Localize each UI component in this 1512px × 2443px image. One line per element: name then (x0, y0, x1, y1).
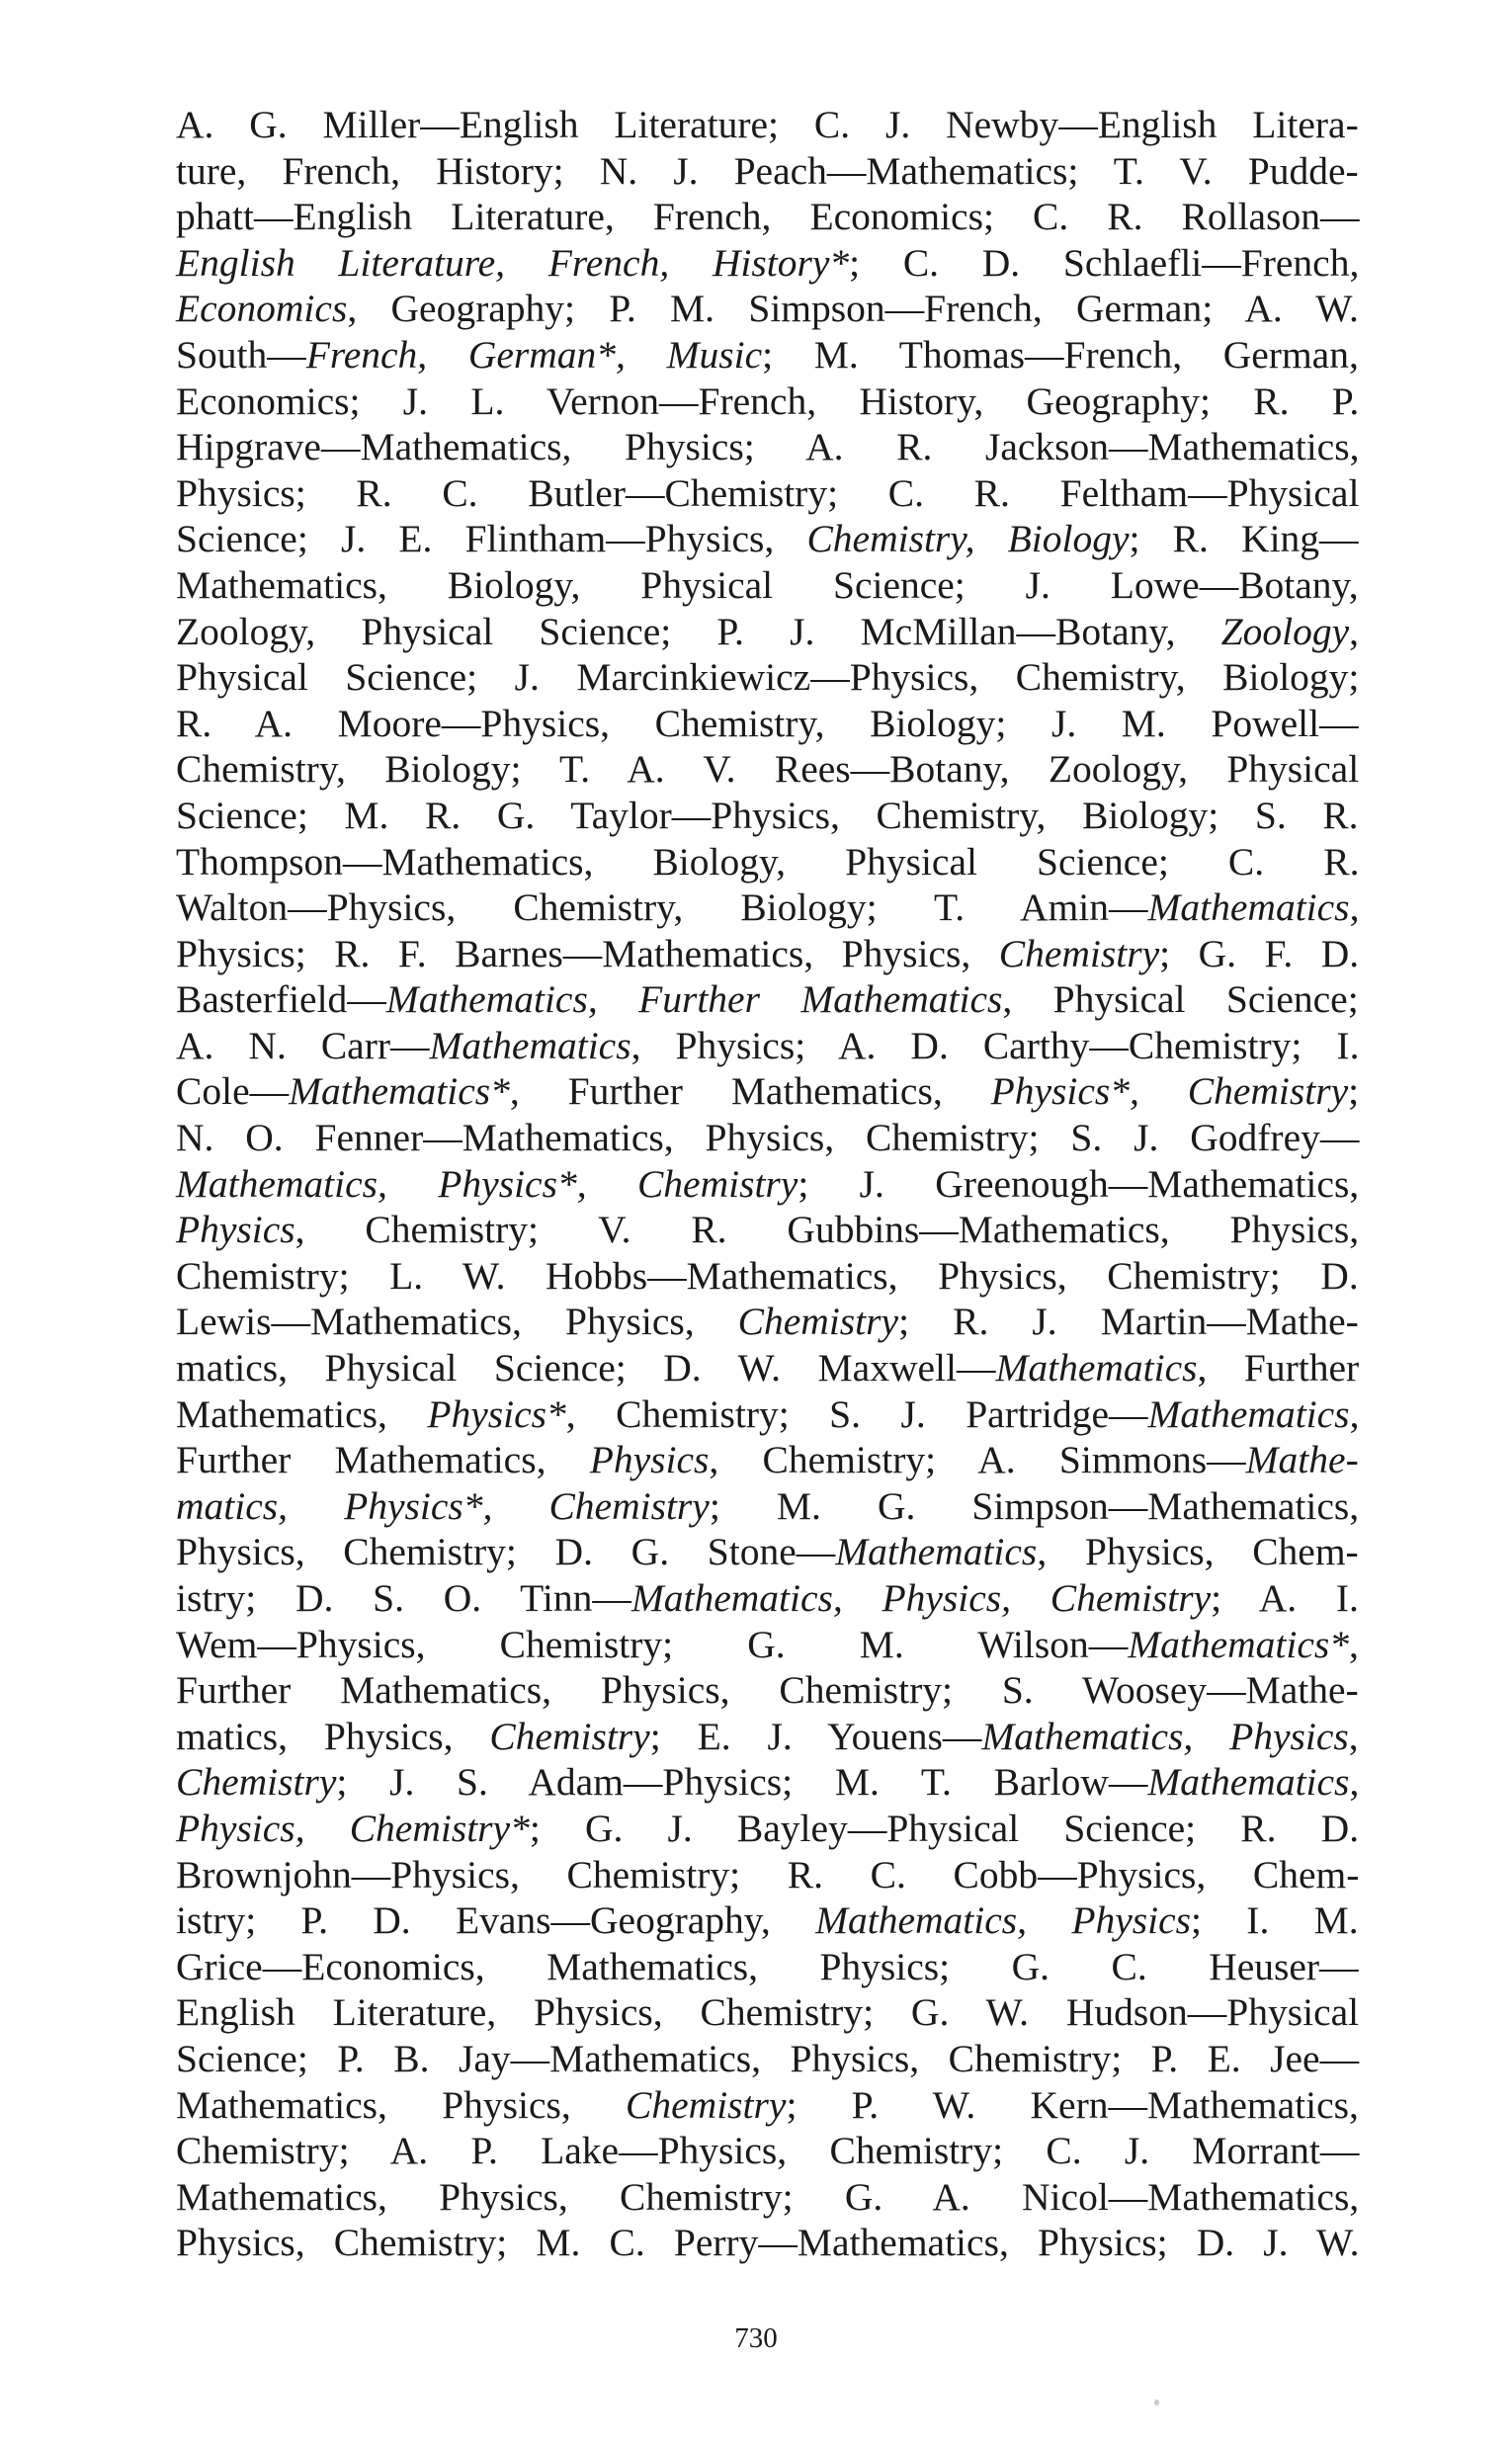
italic-text-run: Zoology (1220, 609, 1350, 653)
italic-text-run: Mathematics (1147, 885, 1350, 930)
text-line (176, 1023, 1359, 1069)
text-run: ture, French, History; N. J. Peach—Mathematics; T. V. Pudde- (176, 148, 1359, 193)
text-run: matics, Physics, (176, 1714, 490, 1758)
text-run: A. N. Carr— (176, 1023, 430, 1067)
text-run: , Geography; P. M. Simpson—French, German; A. W. (347, 287, 1359, 331)
text-run: Mathematics, (176, 1391, 428, 1436)
text-line (176, 194, 1359, 240)
body-text (176, 102, 1359, 2266)
text-run: ; C. D. Schlaefli—French, (849, 240, 1360, 285)
text-run: Mathematics, Physics, Chemistry; G. A. Nicol—Mathematics, (176, 2174, 1360, 2219)
text-run: Further Mathematics, (176, 1438, 590, 1482)
text-run: , (1349, 885, 1360, 930)
italic-text-run: Physics, Chemistry* (176, 1806, 530, 1850)
text-run: Science; P. B. Jay—Mathematics, Physics, Chemistry; P. E. Jee— (176, 2036, 1360, 2080)
text-line (176, 516, 1359, 562)
text-line (176, 2174, 1359, 2221)
italic-text-run: Physics (589, 1438, 710, 1482)
italic-text-run: Mathematics, Physics (815, 1898, 1192, 1943)
italic-text-run: Mathematics, Further Mathematics (385, 977, 1003, 1022)
text-line (176, 240, 1359, 287)
text-run: Mathematics, Physics, (176, 2082, 627, 2127)
text-run: , Chemistry; V. R. Gubbins—Mathematics, Physics, (294, 1208, 1360, 1252)
text-run: Physics, Chemistry; M. C. Perry—Mathematics, Physics; D. J. W. (176, 2221, 1360, 2265)
text-line (176, 379, 1359, 425)
text-line (176, 1299, 1359, 1345)
text-line (176, 2082, 1359, 2129)
text-run: R. A. Moore—Physics, Chemistry, Biology; J. M. Powell— (176, 701, 1359, 745)
text-run: Cole— (176, 1069, 290, 1114)
text-run: ; M. Thomas—French, German, (762, 332, 1359, 377)
text-run: ; J. S. Adam—Physics; M. T. Barlow— (336, 1760, 1148, 1805)
italic-text-run: Chemistry (489, 1714, 650, 1758)
text-line (176, 1897, 1359, 1944)
text-run: Lewis—Mathematics, Physics, (176, 1300, 738, 1344)
text-line (176, 332, 1359, 379)
text-run: Hipgrave—Mathematics, Physics; A. R. Jackson—Mathematics, (176, 425, 1360, 469)
italic-text-run: Chemistry (626, 2082, 787, 2127)
text-run: Science; J. E. Flintham—Physics, (176, 517, 807, 561)
text-line (176, 1483, 1359, 1530)
text-run: , Chemistry; S. J. Partridge— (565, 1391, 1148, 1436)
text-run: , (1349, 609, 1360, 653)
italic-text-run: Mathematics, Physics (981, 1714, 1349, 1758)
text-run: Basterfield— (176, 977, 386, 1022)
text-run: , (1349, 1760, 1360, 1805)
text-run: Brownjohn—Physics, Chemistry; R. C. Cobb—Physics, Chem- (176, 1852, 1360, 1896)
text-line (176, 1989, 1359, 2036)
text-line (176, 1852, 1359, 1898)
text-run: Chemistry, Biology; T. A. V. Rees—Botany, Zoology, Physical (176, 747, 1360, 792)
text-line (176, 470, 1359, 517)
text-line (176, 2220, 1359, 2266)
text-run: English Literature, Physics, Chemistry; G. W. Hudson—Physical (176, 1990, 1360, 2035)
page-number: 730 (734, 2322, 778, 2354)
text-line (176, 701, 1359, 747)
italic-text-run: Mathematics (429, 1023, 631, 1067)
text-run: Physics; R. C. Butler—Chemistry; C. R. Feltham—Physical (176, 470, 1360, 515)
text-line (176, 148, 1359, 195)
text-line (176, 1667, 1359, 1714)
text-run: ; I. M. (1191, 1898, 1359, 1943)
text-run: istry; D. S. O. Tinn— (176, 1576, 631, 1620)
text-run: , Further Mathematics, (509, 1069, 991, 1114)
text-line (176, 102, 1359, 148)
italic-text-run: Mathematics (835, 1530, 1038, 1574)
text-run: ; G. F. D. (1159, 931, 1360, 975)
text-run: ; M. G. Simpson—Mathematics, (709, 1483, 1360, 1528)
text-line (176, 1622, 1359, 1668)
text-line (176, 1161, 1359, 1208)
text-line (176, 654, 1359, 701)
text-line (176, 1944, 1359, 1990)
text-line (176, 885, 1359, 931)
text-line (176, 1345, 1359, 1391)
italic-text-run: English Literature, French, History* (176, 240, 850, 285)
text-run: Zoology, Physical Science; P. J. McMillan—Botany, (176, 609, 1221, 653)
text-line (176, 1068, 1359, 1115)
text-run: Chemistry; A. P. Lake—Physics, Chemistry; C. J. Morrant— (176, 2129, 1360, 2173)
text-line (176, 562, 1359, 609)
text-run: , Physical Science; (1002, 977, 1359, 1022)
text-run: Physical Science; J. Marcinkiewicz—Physics, Chemistry, Biology; (176, 655, 1360, 700)
text-line (176, 1575, 1359, 1622)
text-run: ; G. J. Bayley—Physical Science; R. D. (529, 1806, 1360, 1850)
italic-text-run: Mathematics, Physics*, Chemistry (176, 1161, 798, 1206)
text-run: , Further (1197, 1346, 1360, 1390)
text-line (176, 1759, 1359, 1806)
text-run: Chemistry; L. W. Hobbs—Mathematics, Physics, Chemistry; D. (176, 1253, 1359, 1298)
text-run: matics, Physical Science; D. W. Maxwell— (176, 1346, 996, 1390)
text-line (176, 1391, 1359, 1438)
text-run: Science; M. R. G. Taylor—Physics, Chemistry, Biology; S. R. (176, 793, 1359, 837)
text-run: ; R. King— (1129, 517, 1359, 561)
text-run: Physics; R. F. Barnes—Mathematics, Physics, (176, 931, 999, 975)
text-line (176, 1115, 1359, 1161)
text-run: Mathematics, Biology, Physical Science; J. Lowe—Botany, (176, 562, 1359, 607)
text-line (176, 746, 1359, 793)
italic-text-run: Economics (176, 287, 348, 331)
text-run: , (1348, 1714, 1359, 1758)
text-run: Grice—Economics, Mathematics, Physics; G. C. Heuser— (176, 1944, 1359, 1988)
italic-text-run: Chemistry, Biology (806, 517, 1130, 561)
text-run: Further Mathematics, Physics, Chemistry; S. Woosey—Mathe- (176, 1668, 1359, 1713)
text-run: A. G. Miller—English Literature; C. J. Newby—English Litera- (176, 103, 1359, 146)
text-run: ; R. J. Martin—Mathe- (898, 1300, 1359, 1344)
text-line (176, 976, 1359, 1023)
text-run: , (1349, 1391, 1360, 1436)
text-line (176, 793, 1359, 839)
italic-text-run: Physics* (427, 1391, 566, 1436)
text-run: phatt—English Literature, French, Economics; C. R. Rollason— (176, 195, 1360, 239)
italic-text-run: Physics*, Chemistry (990, 1069, 1349, 1114)
text-line (176, 609, 1359, 655)
italic-text-run: Chemistry (998, 931, 1160, 975)
text-run: ; (1348, 1069, 1360, 1114)
text-run: Economics; J. L. Vernon—French, History, Geography; R. P. (176, 379, 1360, 423)
italic-text-run: Physics (176, 1208, 295, 1252)
text-line (176, 1529, 1359, 1575)
text-run: ; E. J. Youens— (649, 1714, 982, 1758)
italic-text-run: Mathematics (995, 1346, 1198, 1390)
italic-text-run: Chemistry (737, 1300, 899, 1344)
text-run: , Physics; A. D. Carthy—Chemistry; I. (630, 1023, 1360, 1067)
italic-text-run: Mathe- (1245, 1438, 1359, 1482)
italic-text-run: Chemistry (176, 1760, 337, 1805)
text-line (176, 1207, 1359, 1253)
italic-text-run: Mathematics (1147, 1391, 1350, 1436)
text-line (176, 1806, 1359, 1852)
text-line (176, 931, 1359, 977)
italic-text-run: Mathematics (1147, 1760, 1350, 1805)
text-run: , (1349, 1622, 1359, 1666)
text-line (176, 2036, 1359, 2082)
italic-text-run: Mathematics* (289, 1069, 510, 1114)
paper-speck (1154, 2400, 1159, 2405)
text-line (176, 839, 1359, 885)
text-line (176, 2128, 1359, 2174)
text-run: , Physics, Chem- (1037, 1530, 1359, 1574)
text-line (176, 1437, 1359, 1483)
italic-text-run: Mathematics* (1128, 1622, 1350, 1666)
text-run: Walton—Physics, Chemistry, Biology; T. Amin— (176, 885, 1148, 930)
text-line (176, 286, 1359, 332)
text-run: Thompson—Mathematics, Biology, Physical Science; C. R. (176, 839, 1360, 884)
text-run: , Chemistry; A. Simmons— (709, 1438, 1246, 1482)
text-line (176, 424, 1359, 470)
text-run: istry; P. D. Evans—Geography, (176, 1898, 816, 1943)
text-run: Physics, Chemistry; D. G. Stone— (176, 1530, 836, 1574)
italic-text-run: Mathematics, Physics, Chemistry (630, 1576, 1212, 1620)
text-run: N. O. Fenner—Mathematics, Physics, Chemistry; S. J. Godfrey— (176, 1116, 1360, 1160)
text-line (176, 1714, 1359, 1760)
text-line (176, 1253, 1359, 1300)
text-run: ; P. W. Kern—Mathematics, (786, 2082, 1359, 2127)
text-run: Wem—Physics, Chemistry; G. M. Wilson— (176, 1622, 1129, 1666)
text-run: ; J. Greenough—Mathematics, (798, 1161, 1360, 1206)
text-run: South— (176, 332, 306, 377)
text-run: ; A. I. (1211, 1576, 1359, 1620)
italic-text-run: French, German*, Music (305, 332, 763, 377)
italic-text-run: matics, Physics*, Chemistry (176, 1483, 710, 1528)
